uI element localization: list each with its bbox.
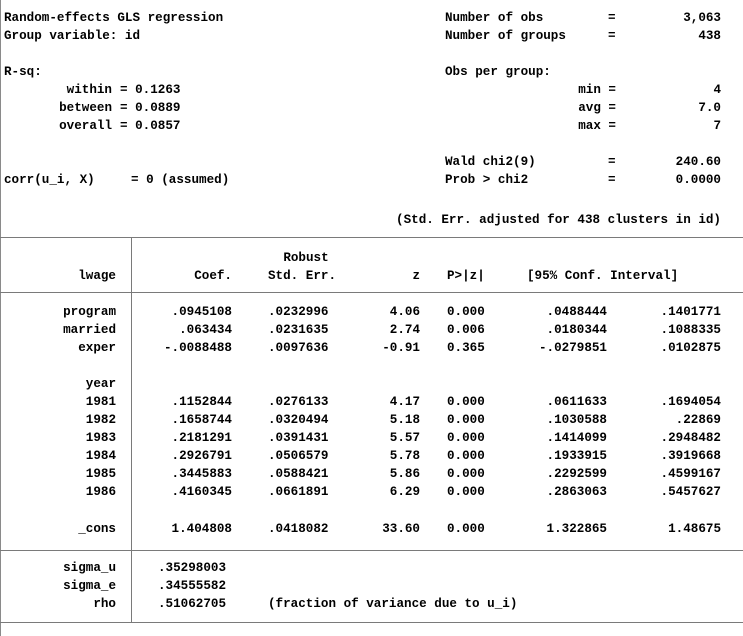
cell-hi: .1088335 bbox=[660, 323, 721, 337]
overall-label: overall bbox=[59, 119, 112, 133]
wald-value: 240.60 bbox=[675, 155, 721, 169]
cell-name: exper bbox=[78, 341, 116, 355]
cell-z: 4.17 bbox=[389, 395, 420, 409]
cell-name: program bbox=[63, 305, 116, 319]
cell-hi: .3919668 bbox=[660, 449, 721, 463]
col-z: z bbox=[412, 269, 420, 283]
col-dep: lwage bbox=[78, 269, 116, 283]
cell-z: 33.60 bbox=[382, 522, 420, 536]
rho-label: rho bbox=[93, 597, 116, 611]
cell-lo: -.0279851 bbox=[538, 341, 607, 355]
cell-coef: .1152844 bbox=[171, 395, 232, 409]
cell-se: .0506579 bbox=[268, 449, 329, 463]
cell-z: 5.18 bbox=[389, 413, 420, 427]
sigma-e-label: sigma_e bbox=[63, 579, 116, 593]
wald-label: Wald chi2(9) bbox=[445, 155, 536, 169]
cell-coef: .063434 bbox=[179, 323, 232, 337]
regression-title: Random-effects GLS regression bbox=[4, 11, 224, 25]
ngroups-value: 438 bbox=[698, 29, 721, 43]
between-label: between bbox=[59, 101, 112, 115]
se-note: (Std. Err. adjusted for 438 clusters in id) bbox=[396, 213, 721, 227]
table-top-rule bbox=[0, 237, 743, 238]
cell-p: 0.000 bbox=[447, 395, 485, 409]
avg-value: 7.0 bbox=[698, 101, 721, 115]
cell-hi: .1694054 bbox=[660, 395, 721, 409]
cell-p: 0.365 bbox=[447, 341, 485, 355]
nobs-value: 3,063 bbox=[683, 11, 721, 25]
table-cons-rule bbox=[0, 550, 743, 551]
cell-hi: .4599167 bbox=[660, 467, 721, 481]
min-label: min = bbox=[578, 83, 616, 97]
cell-name: married bbox=[63, 323, 116, 337]
max-label: max = bbox=[578, 119, 616, 133]
cell-p: 0.000 bbox=[447, 305, 485, 319]
cell-coef: .2926791 bbox=[171, 449, 232, 463]
cell-coef: .0945108 bbox=[171, 305, 232, 319]
cell-lo: .1933915 bbox=[546, 449, 607, 463]
max-value: 7 bbox=[713, 119, 721, 133]
cell-hi: .1401771 bbox=[660, 305, 721, 319]
corr-label: corr(u_i, X) bbox=[4, 173, 95, 187]
cell-name: 1985 bbox=[85, 467, 116, 481]
cell-p: 0.006 bbox=[447, 323, 485, 337]
cell-lo: .0488444 bbox=[546, 305, 607, 319]
cell-name: 1984 bbox=[85, 449, 116, 463]
cell-name: 1986 bbox=[85, 485, 116, 499]
rho-note: (fraction of variance due to u_i) bbox=[268, 597, 518, 611]
cell-p: 0.000 bbox=[447, 431, 485, 445]
cell-se: .0320494 bbox=[268, 413, 329, 427]
cell-p: 0.000 bbox=[447, 522, 485, 536]
prob-eq: = bbox=[608, 173, 616, 187]
cell-se: .0661891 bbox=[268, 485, 329, 499]
cell-z: 4.06 bbox=[389, 305, 420, 319]
cell-p: 0.000 bbox=[447, 449, 485, 463]
left-border bbox=[0, 0, 1, 636]
cell-z: 5.78 bbox=[389, 449, 420, 463]
rsq-label: R-sq: bbox=[4, 65, 42, 79]
cell-se: .0418082 bbox=[268, 522, 329, 536]
cell-se: .0097636 bbox=[268, 341, 329, 355]
cell-se: .0276133 bbox=[268, 395, 329, 409]
year-label: year bbox=[85, 377, 116, 391]
group-variable: Group variable: id bbox=[4, 29, 141, 43]
table-header-rule bbox=[0, 292, 743, 293]
cell-name: 1982 bbox=[85, 413, 116, 427]
nobs-eq: = bbox=[608, 11, 616, 25]
within-value: = 0.1263 bbox=[120, 83, 181, 97]
cell-z: 2.74 bbox=[389, 323, 420, 337]
obs-per-group-label: Obs per group: bbox=[445, 65, 551, 79]
cell-coef: .4160345 bbox=[171, 485, 232, 499]
cell-p: 0.000 bbox=[447, 467, 485, 481]
cell-lo: .2292599 bbox=[546, 467, 607, 481]
sigma-u-label: sigma_u bbox=[63, 561, 116, 575]
cell-lo: .1030588 bbox=[546, 413, 607, 427]
wald-eq: = bbox=[608, 155, 616, 169]
nobs-label: Number of obs bbox=[445, 11, 544, 25]
cell-hi: .0102875 bbox=[660, 341, 721, 355]
sigma-u-value: .35298003 bbox=[158, 561, 227, 575]
overall-value: = 0.0857 bbox=[120, 119, 181, 133]
col-p: P>|z| bbox=[447, 269, 485, 283]
prob-label: Prob > chi2 bbox=[445, 173, 529, 187]
cell-se: .0588421 bbox=[268, 467, 329, 481]
cell-z: 5.86 bbox=[389, 467, 420, 481]
cell-lo: 1.322865 bbox=[546, 522, 607, 536]
avg-label: avg = bbox=[578, 101, 616, 115]
cell-hi: .5457627 bbox=[660, 485, 721, 499]
cell-se: .0232996 bbox=[268, 305, 329, 319]
cell-lo: .1414099 bbox=[546, 431, 607, 445]
ngroups-label: Number of groups bbox=[445, 29, 566, 43]
cell-coef: 1.404808 bbox=[171, 522, 232, 536]
cell-coef: .3445883 bbox=[171, 467, 232, 481]
prob-value: 0.0000 bbox=[675, 173, 721, 187]
cell-p: 0.000 bbox=[447, 485, 485, 499]
min-value: 4 bbox=[713, 83, 721, 97]
cell-lo: .0180344 bbox=[546, 323, 607, 337]
cell-se: .0391431 bbox=[268, 431, 329, 445]
cell-coef: -.0088488 bbox=[163, 341, 232, 355]
rho-value: .51062705 bbox=[158, 597, 227, 611]
cell-se: .0231635 bbox=[268, 323, 329, 337]
col-ci: [95% Conf. Interval] bbox=[527, 269, 679, 283]
cell-p: 0.000 bbox=[447, 413, 485, 427]
table-column-rule bbox=[131, 237, 132, 622]
cell-coef: .2181291 bbox=[171, 431, 232, 445]
cell-z: 6.29 bbox=[389, 485, 420, 499]
cell-name: _cons bbox=[78, 522, 116, 536]
ngroups-eq: = bbox=[608, 29, 616, 43]
corr-value: = 0 (assumed) bbox=[131, 173, 230, 187]
cell-hi: .22869 bbox=[675, 413, 721, 427]
robust-label: Robust bbox=[283, 251, 329, 265]
cell-hi: 1.48675 bbox=[668, 522, 721, 536]
sigma-e-value: .34555582 bbox=[158, 579, 227, 593]
table-bottom-rule bbox=[0, 622, 743, 623]
within-label: within bbox=[66, 83, 112, 97]
col-coef: Coef. bbox=[194, 269, 232, 283]
cell-hi: .2948482 bbox=[660, 431, 721, 445]
cell-name: 1983 bbox=[85, 431, 116, 445]
cell-name: 1981 bbox=[85, 395, 116, 409]
cell-lo: .2863063 bbox=[546, 485, 607, 499]
cell-z: -0.91 bbox=[382, 341, 420, 355]
cell-coef: .1658744 bbox=[171, 413, 232, 427]
between-value: = 0.0889 bbox=[120, 101, 181, 115]
cell-lo: .0611633 bbox=[546, 395, 607, 409]
cell-z: 5.57 bbox=[389, 431, 420, 445]
col-se: Std. Err. bbox=[268, 269, 337, 283]
